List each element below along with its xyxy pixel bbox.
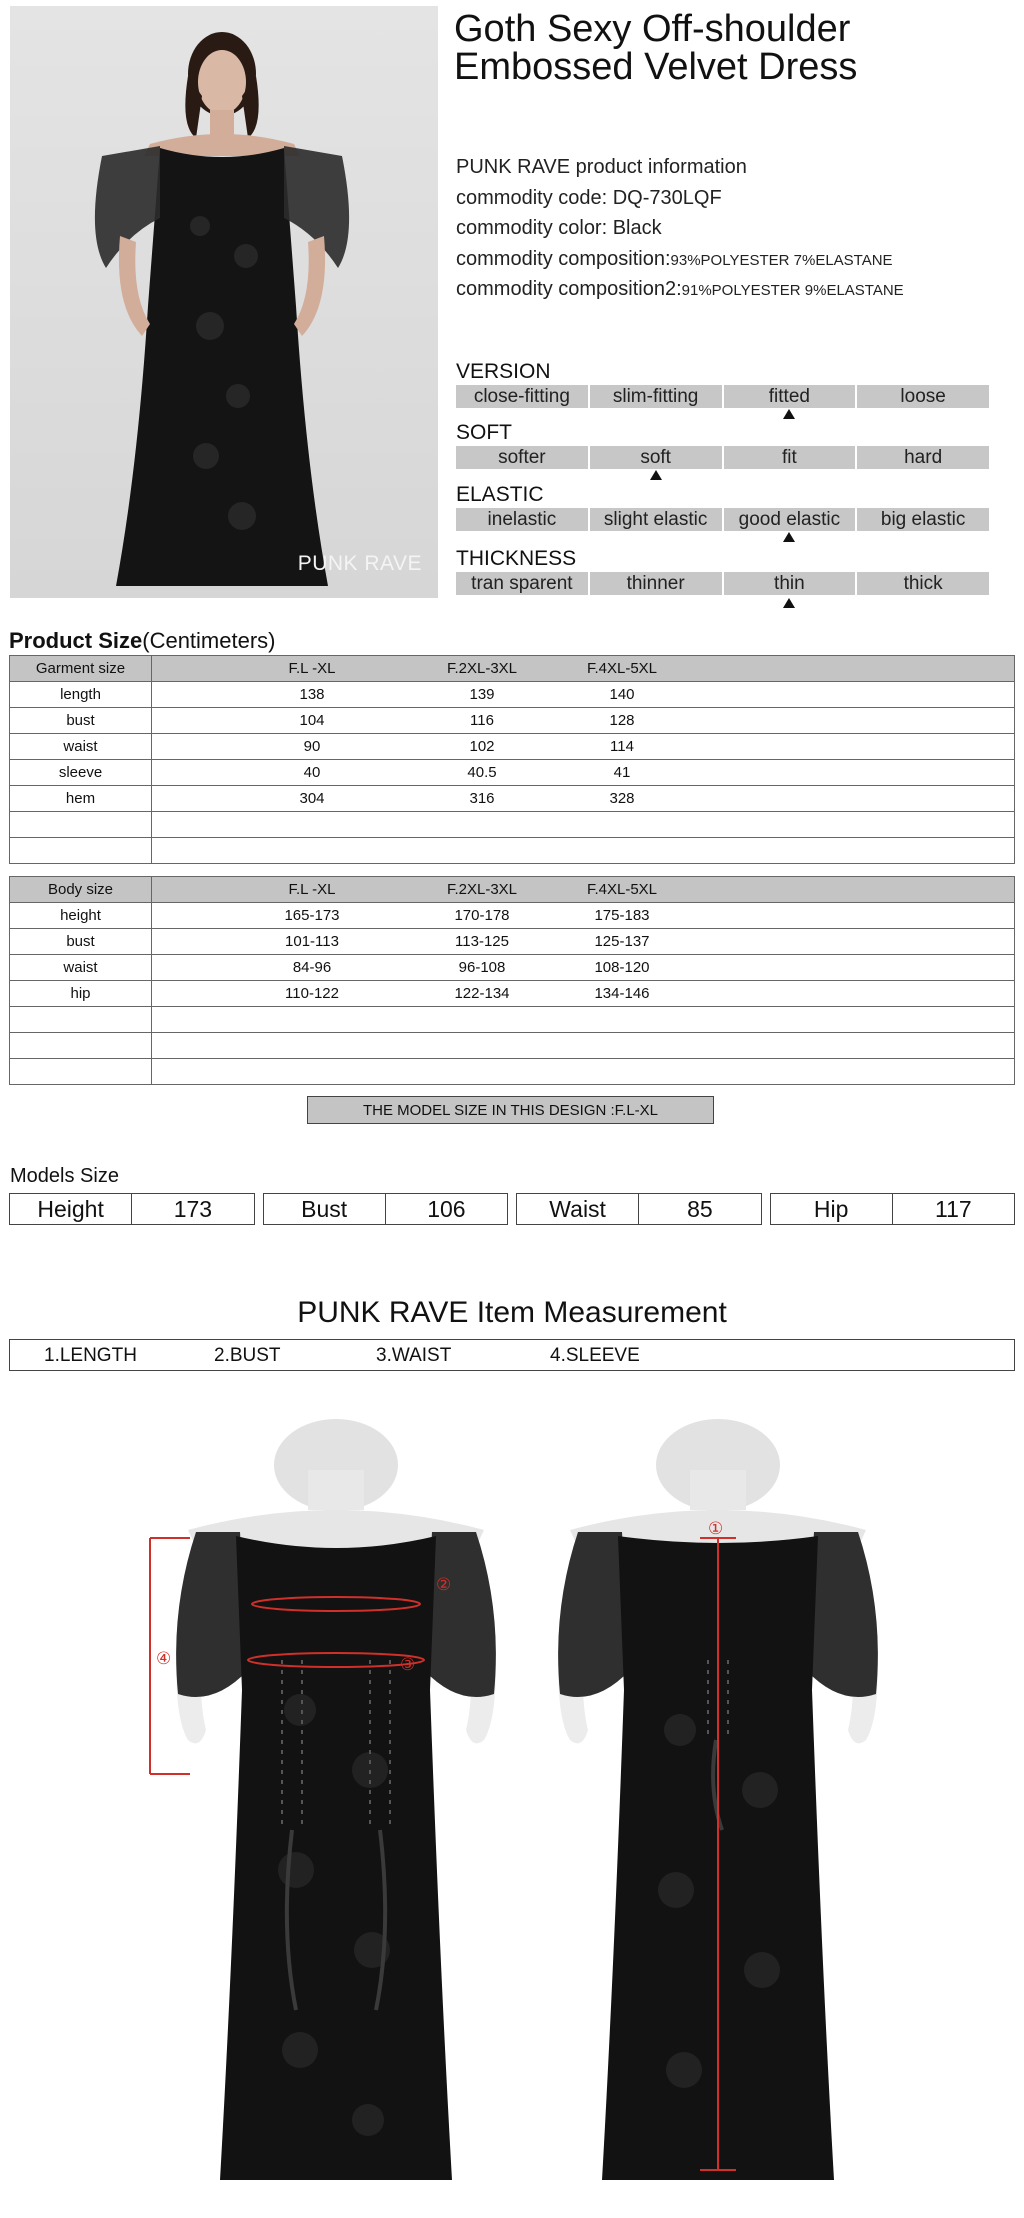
table-cell: 104 — [299, 712, 325, 729]
table-row — [10, 682, 1015, 708]
table-cell: 165-173 — [284, 907, 340, 924]
composition-label: commodity composition: — [456, 247, 671, 270]
scale-option: thin — [724, 572, 856, 595]
row-label — [10, 1033, 152, 1059]
table-cell: 134-146 — [594, 985, 650, 1002]
scale-option: thick — [857, 572, 989, 595]
row-values — [152, 1007, 1015, 1033]
table-cell: 96-108 — [458, 959, 506, 976]
table-row — [10, 981, 1015, 1007]
commodity-composition — [456, 244, 1016, 275]
composition-value: 93%POLYESTER 7%ELASTANE — [670, 251, 893, 269]
scale-elastic — [456, 484, 989, 531]
models-size-title: Models Size — [10, 1165, 119, 1187]
table-row — [10, 812, 1015, 838]
table-header-label: Garment size — [10, 656, 152, 682]
table-cell: 304 — [299, 790, 325, 807]
title-line-2: Embossed Velvet Dress — [454, 46, 858, 88]
row-label: waist — [10, 734, 152, 760]
color-value: Black — [612, 217, 662, 239]
product-size-title: Product Size — [9, 628, 143, 653]
row-label — [10, 1007, 152, 1033]
code-value: DQ-730LQF — [612, 186, 722, 209]
model-stat-label: Waist — [517, 1194, 639, 1224]
row-label: bust — [10, 708, 152, 734]
garment-size-table — [9, 655, 1015, 864]
size-header: F.L -XL — [288, 660, 336, 677]
table-cell: 128 — [609, 712, 635, 729]
scale-options — [456, 508, 989, 531]
table-cell: 101-113 — [285, 933, 339, 950]
model-stat-label: Bust — [264, 1194, 386, 1224]
table-row — [10, 838, 1015, 864]
scale-option: inelastic — [456, 508, 588, 531]
size-header: F.2XL-3XL — [446, 881, 518, 898]
product-information — [456, 152, 1016, 305]
scale-options — [456, 572, 989, 595]
model-stat-value: 85 — [687, 1196, 713, 1222]
scale-option: loose — [857, 385, 989, 408]
table-cell: 328 — [609, 790, 635, 807]
table-cell: 139 — [469, 686, 495, 703]
title-line-1: Goth Sexy Off-shoulder — [454, 8, 851, 50]
table-cell: 90 — [303, 738, 321, 755]
row-label: sleeve — [10, 760, 152, 786]
table-cell: 175-183 — [594, 907, 650, 924]
row-values — [152, 877, 1015, 903]
table-cell: 41 — [613, 764, 631, 781]
scale-title: SOFT — [456, 421, 512, 444]
table-row — [10, 708, 1015, 734]
row-values — [152, 760, 1015, 786]
table-row — [10, 734, 1015, 760]
product-photo — [10, 6, 438, 598]
model-stat-value: 117 — [935, 1196, 972, 1222]
watermark: PUNK RAVE — [297, 552, 422, 575]
measurement-diagram — [0, 1410, 1024, 2210]
row-values — [152, 955, 1015, 981]
marker-length: ① — [708, 1519, 724, 1539]
size-header: F.2XL-3XL — [446, 660, 518, 677]
table-cell: 110-122 — [285, 985, 339, 1002]
table-cell: 125-137 — [594, 933, 650, 950]
scale-option: fitted — [724, 385, 856, 408]
table-header-label: Body size — [10, 877, 152, 903]
row-values — [152, 981, 1015, 1007]
model-waist — [516, 1193, 762, 1225]
table-row — [10, 955, 1015, 981]
row-label: hem — [10, 786, 152, 812]
back-view — [558, 1419, 878, 2180]
table-cell: 108-120 — [594, 959, 650, 976]
scale-title: VERSION — [456, 360, 551, 383]
row-values — [152, 1033, 1015, 1059]
row-values — [152, 708, 1015, 734]
selected-marker-icon — [783, 532, 795, 542]
commodity-color — [456, 213, 1016, 244]
table-row — [10, 760, 1015, 786]
row-values — [152, 786, 1015, 812]
scale-option: big elastic — [857, 508, 989, 531]
table-cell: 113-125 — [455, 933, 509, 950]
row-values — [152, 656, 1015, 682]
row-values — [152, 1059, 1015, 1085]
size-header: F.4XL-5XL — [586, 660, 658, 677]
scale-option: slim-fitting — [590, 385, 722, 408]
row-values — [152, 903, 1015, 929]
product-size-unit: (Centimeters) — [142, 628, 276, 653]
table-row — [10, 1033, 1015, 1059]
selected-marker-icon — [783, 598, 795, 608]
model-size-note: THE MODEL SIZE IN THIS DESIGN :F.L-XL — [307, 1096, 714, 1124]
model-hip — [770, 1193, 1016, 1225]
table-cell: 316 — [469, 790, 495, 807]
table-header-row — [10, 656, 1015, 682]
color-label: commodity color: — [456, 217, 613, 239]
model-bust — [263, 1193, 509, 1225]
scale-title: THICKNESS — [456, 547, 577, 570]
table-cell: 116 — [470, 712, 494, 729]
front-view — [150, 1419, 496, 2180]
size-header: F.L -XL — [288, 881, 336, 898]
scale-title: ELASTIC — [456, 483, 544, 506]
table-cell: 140 — [609, 686, 635, 703]
scale-option: thinner — [590, 572, 722, 595]
table-cell: 84-96 — [292, 959, 332, 976]
row-label: waist — [10, 955, 152, 981]
model-height — [9, 1193, 255, 1225]
row-label — [10, 1059, 152, 1085]
composition2-label: commodity composition2: — [456, 278, 682, 300]
row-label — [10, 838, 152, 864]
size-header: F.4XL-5XL — [586, 881, 658, 898]
row-values — [152, 812, 1015, 838]
row-label: bust — [10, 929, 152, 955]
model-stat-label: Height — [10, 1194, 132, 1224]
row-label: height — [10, 903, 152, 929]
product-title — [454, 10, 1014, 86]
scale-option: close-fitting — [456, 385, 588, 408]
row-values — [152, 838, 1015, 864]
table-cell: 122-134 — [454, 985, 510, 1002]
row-label: length — [10, 682, 152, 708]
measurement-item: 2.BUST — [214, 1345, 281, 1366]
models-size-row — [9, 1193, 1015, 1225]
scale-option: tran sparent — [456, 572, 588, 595]
selected-marker-icon — [650, 470, 662, 480]
table-cell: 40.5 — [467, 764, 497, 781]
marker-sleeve: ④ — [156, 1649, 172, 1669]
table-row — [10, 929, 1015, 955]
commodity-code — [456, 183, 1016, 214]
model-illustration — [10, 6, 438, 598]
row-values — [152, 682, 1015, 708]
marker-bust: ② — [436, 1575, 452, 1595]
table-cell: 102 — [469, 738, 495, 755]
composition2-value: 91%POLYESTER 9%ELASTANE — [681, 282, 904, 299]
body-size-table — [9, 876, 1015, 1085]
table-cell: 40 — [303, 764, 321, 781]
table-header-row — [10, 877, 1015, 903]
scale-option: fit — [724, 446, 856, 469]
scale-thickness — [456, 548, 989, 595]
table-row — [10, 1007, 1015, 1033]
row-values — [152, 929, 1015, 955]
measurement-title: PUNK RAVE Item Measurement — [297, 1296, 727, 1329]
measurement-item: 3.WAIST — [376, 1345, 452, 1366]
scale-version — [456, 361, 989, 408]
scale-option: good elastic — [724, 508, 856, 531]
row-values — [152, 734, 1015, 760]
measurement-item: 4.SLEEVE — [550, 1345, 640, 1366]
row-label — [10, 812, 152, 838]
code-label: commodity code: — [456, 186, 613, 209]
table-row — [10, 786, 1015, 812]
marker-waist: ③ — [400, 1655, 416, 1675]
scale-soft — [456, 422, 989, 469]
scale-options — [456, 385, 989, 408]
row-label: hip — [10, 981, 152, 1007]
scale-option: soft — [590, 446, 722, 469]
model-stat-label: Hip — [771, 1194, 893, 1224]
measurement-item: 1.LENGTH — [44, 1345, 137, 1366]
brand-line: PUNK RAVE product information — [456, 156, 747, 178]
product-size-heading — [9, 628, 276, 654]
dress-diagrams — [0, 1410, 1024, 2210]
measurement-legend — [9, 1339, 1015, 1371]
commodity-composition-2 — [456, 274, 1016, 305]
table-cell: 138 — [299, 686, 325, 703]
scale-option: hard — [857, 446, 989, 469]
table-row — [10, 903, 1015, 929]
scale-option: softer — [456, 446, 588, 469]
selected-marker-icon — [783, 409, 795, 419]
scale-options — [456, 446, 989, 469]
model-stat-value: 106 — [427, 1196, 466, 1222]
scale-option: slight elastic — [590, 508, 722, 531]
model-stat-value: 173 — [173, 1196, 213, 1222]
table-cell: 114 — [610, 738, 634, 755]
table-row — [10, 1059, 1015, 1085]
table-cell: 170-178 — [454, 907, 510, 924]
